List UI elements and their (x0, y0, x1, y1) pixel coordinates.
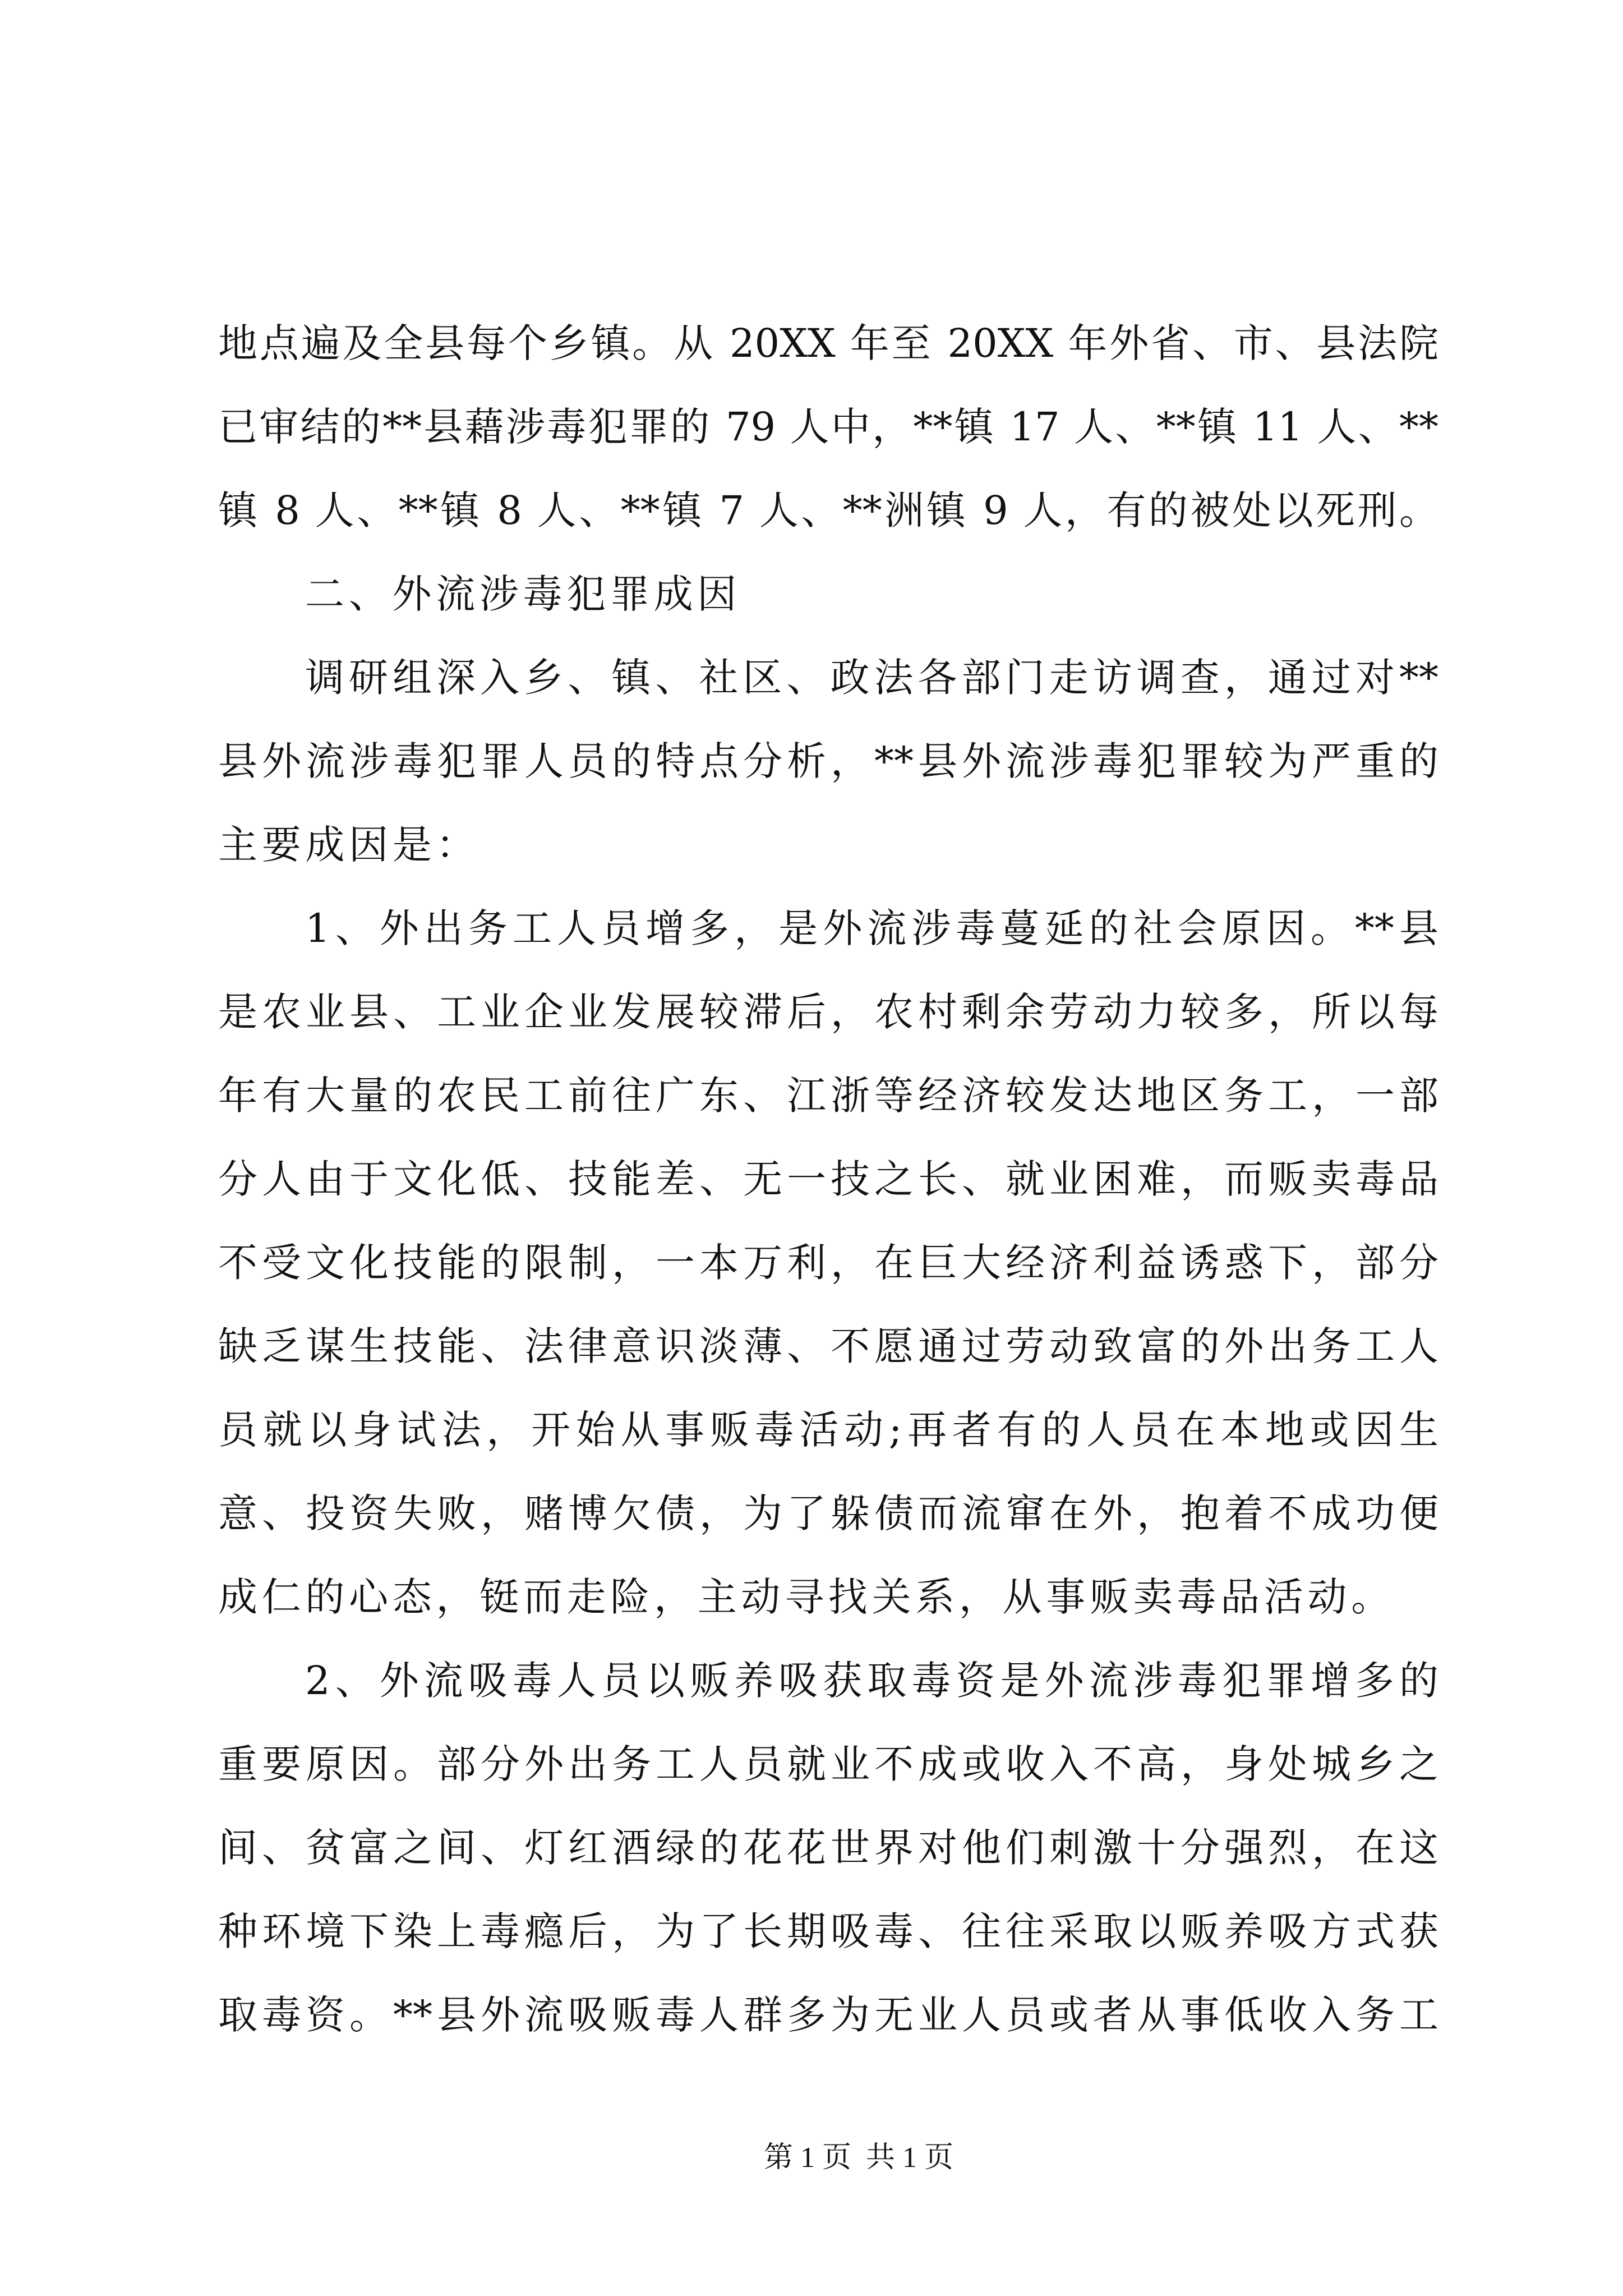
paragraph (218, 636, 1438, 887)
text-line: 重要原因。部分外出务工人员就业不成或收入不高，身处城乡之 (218, 1741, 1438, 1787)
section-heading (218, 553, 1438, 636)
text-line: 取毒资。**县外流吸贩毒人群多为无业人员或者从事低收入务工 (218, 1992, 1438, 2038)
paragraph (218, 302, 1438, 553)
paragraph (218, 1639, 1438, 2057)
text-line: 地点遍及全县每个乡镇。从 20XX 年至 20XX 年外省、市、县法院 (218, 320, 1438, 366)
text-line: 是农业县、工业企业发展较滞后，农村剩余劳动力较多，所以每 (218, 989, 1438, 1035)
paragraph (218, 887, 1438, 1639)
page-footer: 第 1 页 共 1 页 (763, 2142, 953, 2174)
text-line: 2、外流吸毒人员以贩养吸获取毒资是外流涉毒犯罪增多的 (305, 1658, 1438, 1704)
text-line: 调研组深入乡、镇、社区、政法各部门走访调查，通过对** (305, 655, 1438, 701)
text-line: 意、投资失败，赌博欠债，为了躲债而流窜在外，抱着不成功便 (218, 1490, 1438, 1536)
document-body (218, 302, 1438, 2057)
text-line: 缺乏谋生技能、法律意识淡薄、不愿通过劳动致富的外出务工人 (218, 1323, 1438, 1369)
text-line: 间、贫富之间、灯红酒绿的花花世界对他们刺激十分强烈，在这 (218, 1825, 1438, 1871)
text-line: 种环境下染上毒瘾后，为了长期吸毒、往往采取以贩养吸方式获 (218, 1908, 1438, 1954)
text-line: 县外流涉毒犯罪人员的特点分析，**县外流涉毒犯罪较为严重的 (218, 738, 1438, 784)
text-line: 主要成因是： (218, 822, 480, 868)
text-line: 已审结的**县藉涉毒犯罪的 79 人中，**镇 17 人、**镇 11 人、** (218, 404, 1438, 450)
text-line: 不受文化技能的限制，一本万利，在巨大经济利益诱惑下，部分 (218, 1240, 1438, 1286)
text-line: 镇 8 人、**镇 8 人、**镇 7 人、**洲镇 9 人，有的被处以死刑。 (218, 487, 1438, 533)
text-line: 年有大量的农民工前往广东、江浙等经济较发达地区务工，一部 (218, 1073, 1438, 1119)
text-line: 成仁的心态，铤而走险，主动寻找关系，从事贩卖毒品活动。 (218, 1574, 1395, 1620)
heading-line: 二、外流涉毒犯罪成因 (305, 571, 741, 617)
text-line: 分人由于文化低、技能差、无一技之长、就业困难，而贩卖毒品 (218, 1156, 1438, 1202)
text-line: 员就以身试法，开始从事贩毒活动;再者有的人员在本地或因生 (218, 1407, 1438, 1453)
text-line: 1、外出务工人员增多，是外流涉毒蔓延的社会原因。**县 (305, 905, 1438, 951)
